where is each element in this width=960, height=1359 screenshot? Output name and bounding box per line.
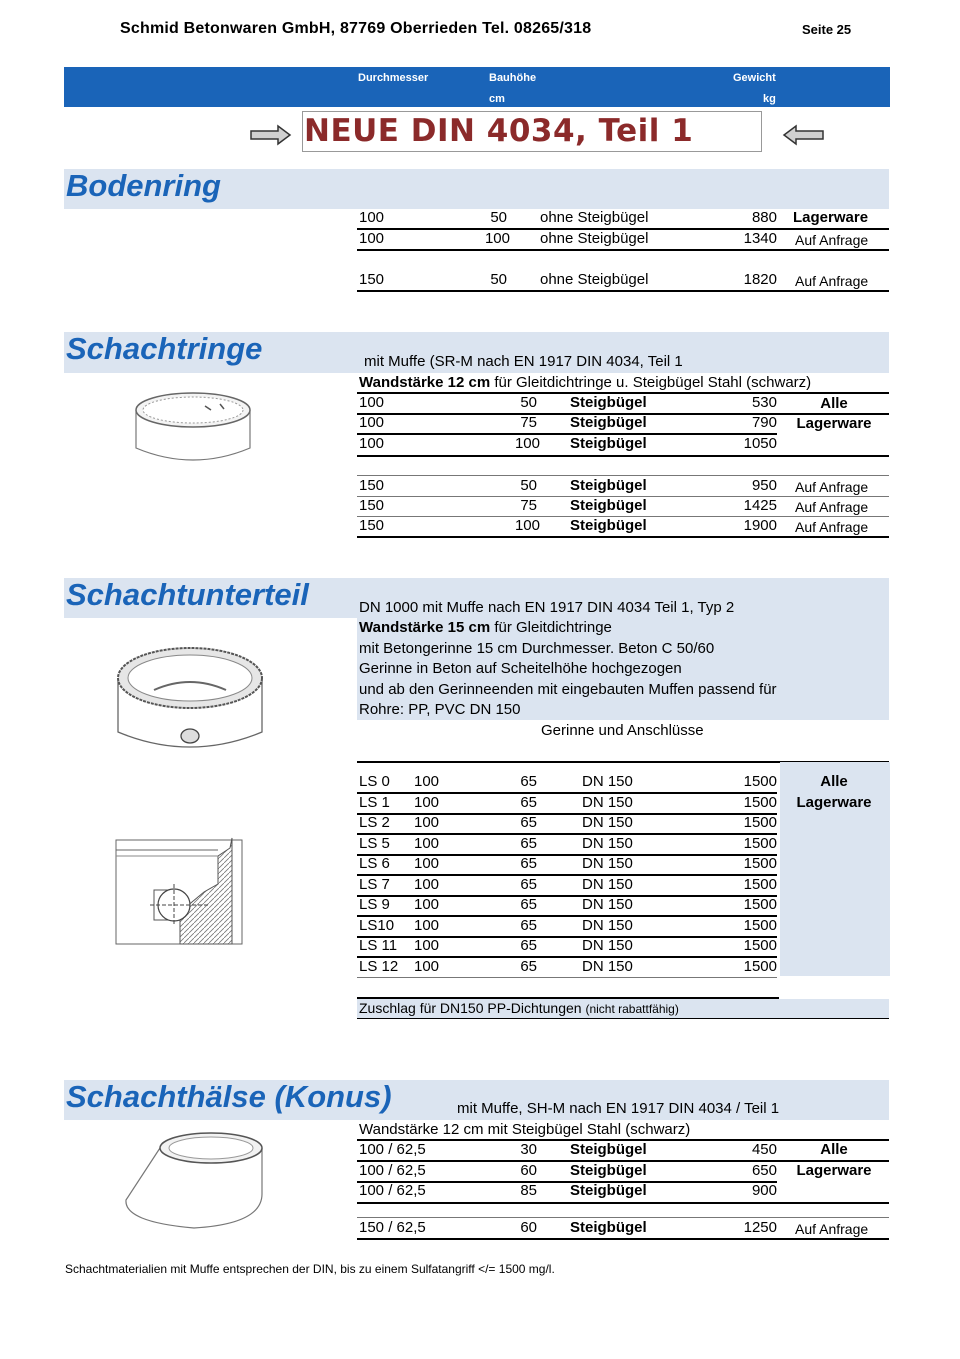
diameter: 100	[414, 916, 440, 934]
company-header: Schmid Betonwaren GmbH, 87769 Oberrieden Tel. 08265/318	[120, 20, 592, 37]
height: 85	[520, 1182, 537, 1199]
table-row	[357, 413, 777, 435]
status-alle: Alle	[820, 395, 848, 412]
status-badge: Auf Anfrage	[795, 519, 869, 535]
weight: 1500	[743, 916, 777, 934]
height: 65	[520, 875, 537, 893]
weight: 1500	[743, 937, 777, 954]
table-row	[357, 270, 889, 292]
table-row	[357, 916, 777, 938]
diameter: 100	[359, 435, 385, 452]
schachtunterteil-heading: Schachtunterteil	[66, 577, 309, 612]
table-row	[357, 834, 777, 856]
description: ohne Steigbügel	[540, 209, 649, 226]
ls-code: LS 2	[359, 814, 390, 831]
table-row	[357, 208, 889, 230]
height: 50	[520, 477, 537, 494]
schachtringe-wall: Wandstärke 12 cm für Gleitdichtringe u. Steigbügel Stahl (schwarz)	[359, 374, 812, 391]
konus-illustration	[116, 1124, 268, 1232]
height: 65	[520, 834, 537, 852]
diameter: 100	[414, 937, 440, 954]
col-gewicht: Gewicht	[733, 72, 776, 84]
height: 65	[520, 916, 537, 934]
diameter: 100 / 62,5	[359, 1162, 426, 1179]
diameter: 150	[359, 477, 385, 494]
height: 75	[520, 497, 537, 514]
connection: DN 150	[582, 855, 633, 872]
weight: 650	[751, 1162, 777, 1179]
unterteil-line-4: und ab den Gerinneenden mit eingebauten Muffen passend für	[359, 681, 777, 698]
status-badge: Lagerware	[793, 209, 869, 226]
weight: 1500	[743, 773, 777, 790]
zuschlag-row	[357, 999, 889, 1019]
ls-code: LS 9	[359, 896, 390, 913]
status-alle: Alle	[820, 1141, 848, 1158]
bodenring-heading: Bodenring	[66, 168, 221, 203]
page-title: NEUE DIN 4034, Teil 1	[304, 113, 694, 149]
diameter: 100	[359, 230, 385, 247]
diameter: 150	[359, 517, 385, 534]
table-row	[357, 936, 777, 958]
table-row	[357, 793, 777, 815]
diameter: 150	[359, 271, 385, 288]
description: ohne Steigbügel	[540, 230, 649, 247]
diameter: 100	[414, 773, 440, 790]
ls-code: LS 1	[359, 793, 390, 811]
height: 65	[520, 814, 537, 831]
status-alle: Alle	[820, 773, 848, 790]
arrow-left-icon	[782, 124, 824, 146]
ls-code: LS 6	[359, 855, 390, 872]
status-lagerware: Lagerware	[796, 415, 872, 432]
schachtunterteil-illustration	[112, 640, 268, 756]
height: 50	[520, 394, 537, 411]
table-row	[357, 895, 777, 917]
schachthaelse-heading: Schachthälse (Konus)	[66, 1079, 392, 1114]
height: 50	[490, 209, 507, 226]
height: 30	[520, 1141, 537, 1158]
schachtring-illustration	[130, 386, 256, 468]
table-row	[357, 1217, 889, 1240]
diameter: 100	[414, 855, 440, 872]
schachtringe-heading: Schachtringe	[66, 331, 263, 366]
weight: 450	[751, 1141, 777, 1158]
height: 75	[520, 414, 537, 431]
weight: 1500	[743, 875, 777, 893]
col-gewicht-unit: kg	[763, 93, 776, 105]
height: 100	[484, 230, 510, 247]
table-row	[357, 1161, 777, 1183]
weight: 1500	[743, 814, 777, 831]
table-row	[357, 496, 889, 517]
connection: DN 150	[582, 957, 633, 975]
table-row	[357, 434, 889, 454]
divider	[357, 455, 889, 457]
divider	[357, 1202, 889, 1204]
connection: DN 150	[582, 937, 633, 954]
table-row	[357, 1181, 889, 1201]
unterteil-line-3: Gerinne in Beton auf Scheitelhöhe hochgezogen	[359, 660, 682, 677]
weight: 1500	[743, 896, 777, 913]
diameter: 100 / 62,5	[359, 1182, 426, 1199]
description: Steigbügel	[570, 414, 647, 431]
ls-code: LS10	[359, 916, 395, 934]
height: 65	[520, 957, 537, 975]
ls-code: LS 5	[359, 834, 390, 852]
diameter: 100	[414, 957, 440, 975]
ls-code: LS 7	[359, 875, 390, 893]
diameter: 100	[359, 394, 385, 411]
description: ohne Steigbügel	[540, 271, 649, 288]
height: 65	[520, 855, 537, 872]
page-number: Seite 25	[802, 22, 852, 37]
weight: 1500	[743, 793, 777, 811]
connection: DN 150	[582, 834, 633, 852]
weight: 1820	[743, 271, 777, 288]
description: Steigbügel	[570, 1182, 647, 1199]
height: 65	[520, 896, 537, 913]
unterteil-line-2: mit Betongerinne 15 cm Durchmesser. Beton C 50/60	[359, 640, 715, 657]
col-bauhoehe: Bauhöhe	[489, 72, 537, 84]
weight: 1340	[743, 230, 777, 247]
gerinne-section-drawing	[114, 828, 246, 948]
diameter: 100	[414, 834, 440, 852]
col-durchmesser: Durchmesser	[358, 72, 429, 84]
ls-code: LS 12	[359, 957, 399, 975]
column-header-bar	[64, 67, 890, 107]
description: Steigbügel	[570, 394, 647, 411]
zuschlag-label: Zuschlag für DN150 PP-Dichtungen (nicht rabattfähig)	[359, 1000, 679, 1016]
description: Steigbügel	[570, 435, 647, 452]
diameter: 100	[414, 875, 440, 893]
weight: 1050	[743, 435, 777, 452]
weight: 1500	[743, 957, 777, 975]
diameter: 100	[414, 896, 440, 913]
status-badge: Auf Anfrage	[795, 479, 869, 495]
table-row	[357, 229, 889, 251]
diameter: 100	[359, 209, 385, 226]
weight: 1500	[743, 834, 777, 852]
weight: 1900	[743, 517, 777, 534]
diameter: 150 / 62,5	[359, 1219, 426, 1236]
height: 60	[520, 1219, 537, 1236]
weight: 950	[751, 477, 777, 494]
status-badge: Auf Anfrage	[795, 232, 869, 248]
unterteil-line-5: Rohre: PP, PVC DN 150	[359, 701, 521, 718]
footer-note: Schachtmaterialien mit Muffe entsprechen der DIN, bis zu einem Sulfatangriff </= 1500 mg/l.	[65, 1262, 555, 1276]
connection: DN 150	[582, 793, 633, 811]
status-badge: Auf Anfrage	[795, 499, 869, 515]
weight: 1425	[743, 497, 777, 514]
description: Steigbügel	[570, 517, 647, 534]
diameter: 150	[359, 497, 385, 514]
height: 50	[490, 271, 507, 288]
status-lagerware: Lagerware	[796, 1162, 872, 1179]
schachtringe-desc: mit Muffe (SR-M nach EN 1917 DIN 4034, Teil 1	[364, 353, 683, 370]
unterteil-subtitle: Gerinne und Anschlüsse	[541, 722, 704, 739]
table-row	[357, 875, 777, 897]
diameter: 100 / 62,5	[359, 1141, 426, 1158]
weight: 1500	[743, 855, 777, 872]
haelse-wall: Wandstärke 12 cm mit Steigbügel Stahl (schwarz)	[359, 1121, 691, 1138]
arrow-right-icon	[250, 124, 292, 146]
height: 100	[514, 517, 540, 534]
col-bauhoehe-unit: cm	[489, 93, 505, 105]
height: 100	[514, 435, 540, 452]
table-row	[357, 475, 889, 497]
description: Steigbügel	[570, 1219, 647, 1236]
diameter: 100	[414, 814, 440, 831]
weight: 530	[751, 394, 777, 411]
description: Steigbügel	[570, 1141, 647, 1158]
height: 65	[520, 773, 537, 790]
height: 65	[520, 937, 537, 954]
diameter: 100	[359, 414, 385, 431]
description: Steigbügel	[570, 497, 647, 514]
weight: 880	[751, 209, 777, 226]
unterteil-wall: Wandstärke 15 cm für Gleitdichtringe	[359, 619, 612, 636]
weight: 900	[751, 1182, 777, 1199]
table-row	[357, 772, 777, 794]
status-lagerware: Lagerware	[796, 794, 872, 811]
description: Steigbügel	[570, 477, 647, 494]
table-row	[357, 516, 889, 538]
table-row	[357, 957, 777, 978]
ls-code: LS 0	[359, 773, 390, 790]
connection: DN 150	[582, 896, 633, 913]
ls-code: LS 11	[359, 937, 398, 954]
status-badge: Auf Anfrage	[795, 1221, 869, 1237]
unterteil-line-1: DN 1000 mit Muffe nach EN 1917 DIN 4034 Teil 1, Typ 2	[359, 599, 735, 616]
weight: 1250	[743, 1219, 777, 1236]
connection: DN 150	[582, 916, 633, 934]
connection: DN 150	[582, 875, 633, 893]
height: 65	[520, 793, 537, 811]
description: Steigbügel	[570, 1162, 647, 1179]
table-row	[357, 813, 777, 835]
diameter: 100	[414, 793, 440, 811]
connection: DN 150	[582, 773, 633, 790]
haelse-desc: mit Muffe, SH-M nach EN 1917 DIN 4034 / Teil 1	[457, 1100, 780, 1117]
height: 60	[520, 1162, 537, 1179]
table-row	[357, 854, 777, 876]
connection: DN 150	[582, 814, 633, 831]
status-badge: Auf Anfrage	[795, 273, 869, 289]
weight: 790	[751, 414, 777, 431]
